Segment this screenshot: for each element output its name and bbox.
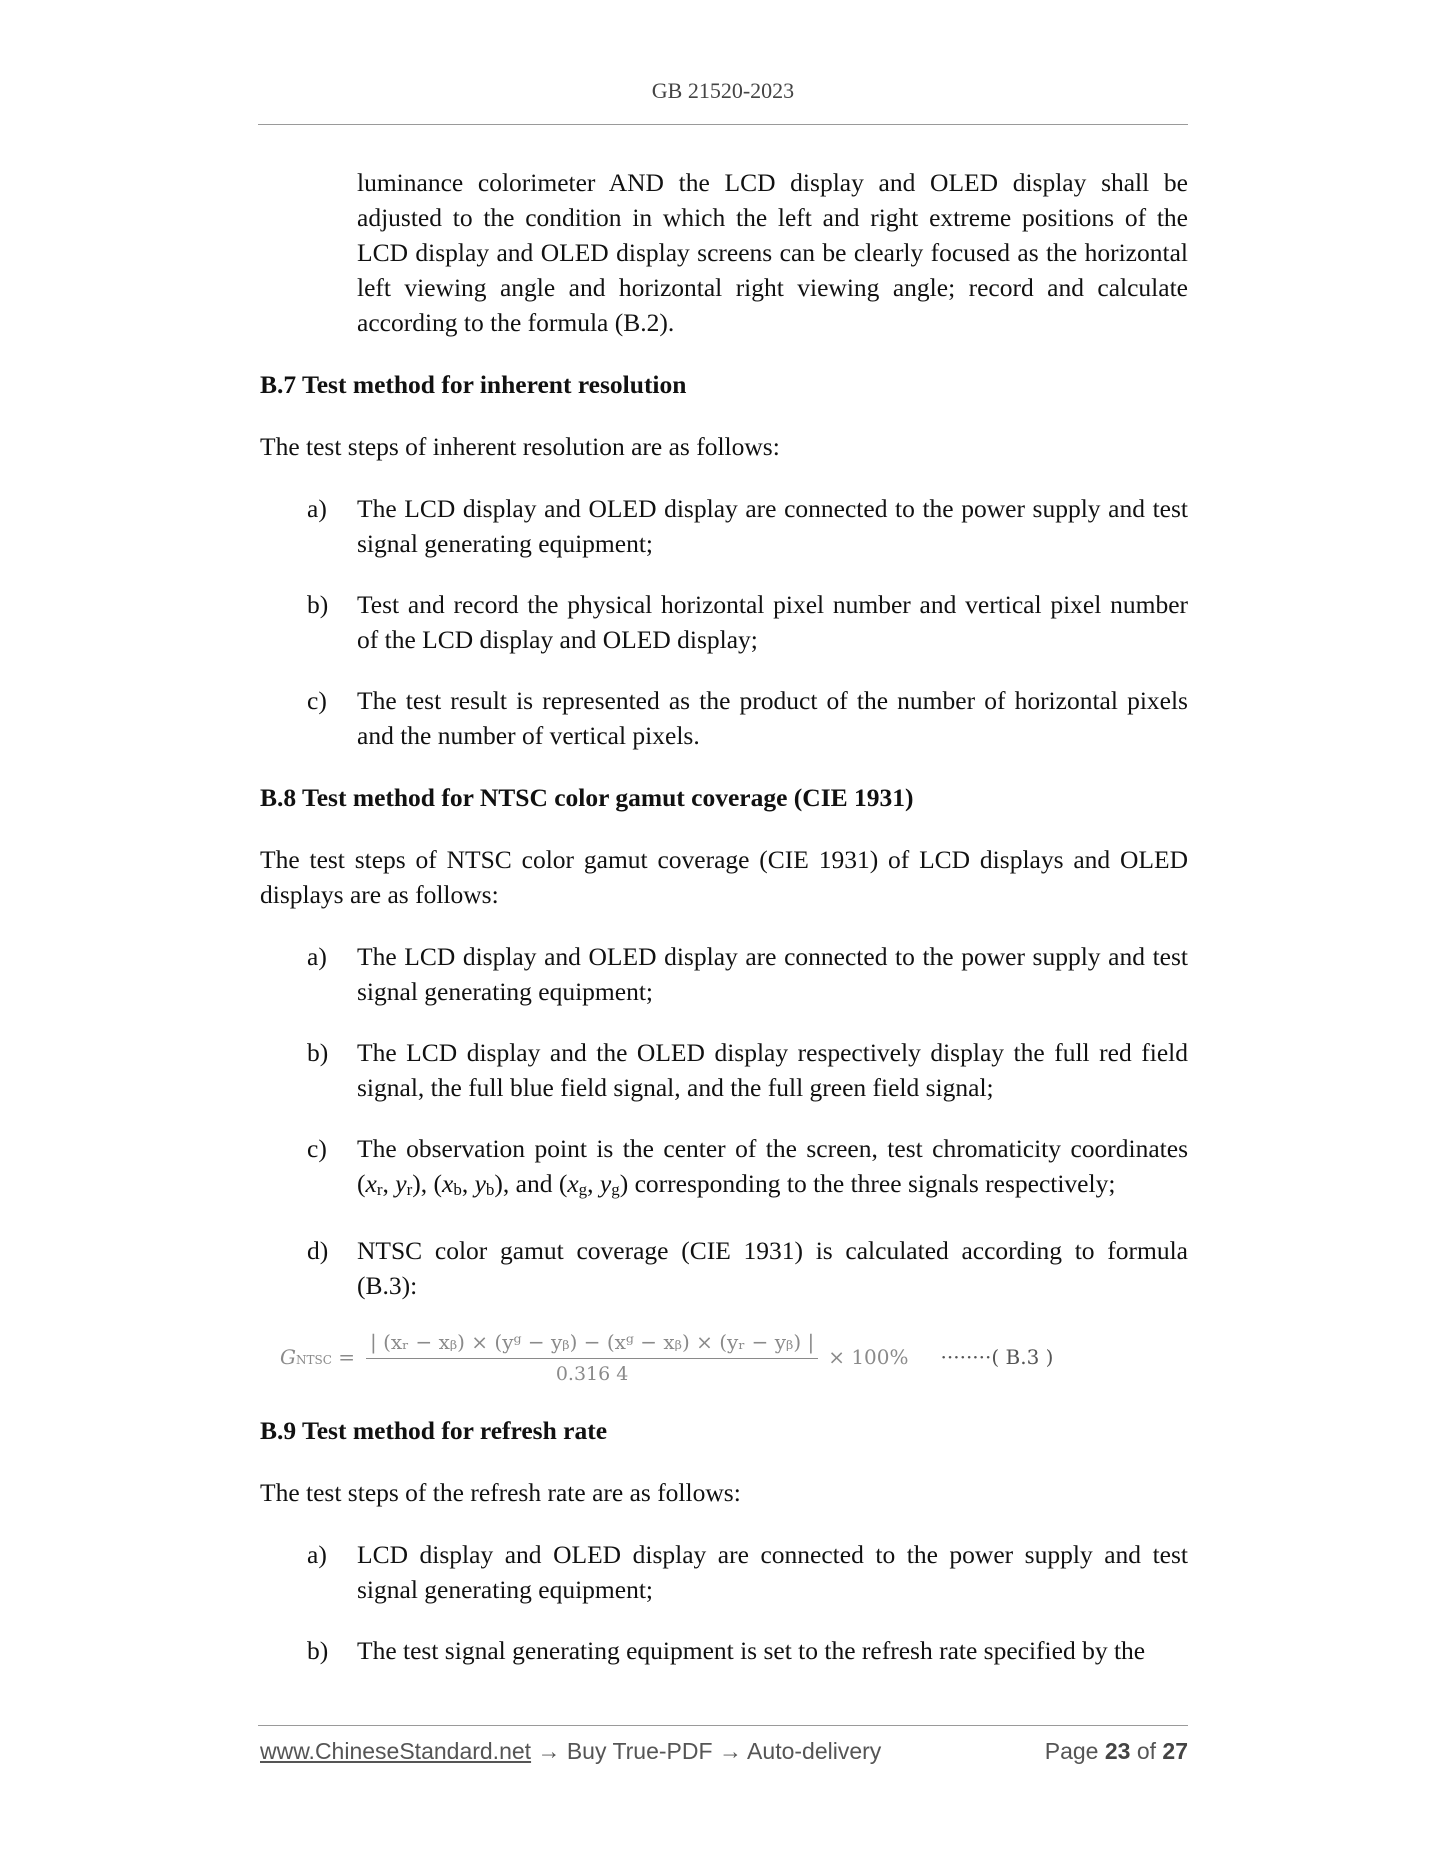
formula-number: ········( B.3 ) xyxy=(940,1345,1054,1369)
list-item xyxy=(307,587,1188,657)
list-item-text: The LCD display and the OLED display respectively display the full red field signal, the full blue field signal, and the full green field signal; xyxy=(357,1038,1188,1102)
of-word: of xyxy=(1136,1738,1157,1764)
list-item-text: Test and record the physical horizontal pixel number and vertical pixel number of the LCD display and OLED display; xyxy=(357,590,1188,654)
list-item xyxy=(307,1633,1188,1668)
buy-text: → Buy True-PDF → Auto-delivery xyxy=(537,1738,882,1764)
list-marker: b) xyxy=(307,1636,329,1665)
page-header: GB 21520-2023 xyxy=(651,78,795,103)
formula-lhs: GNTSC = xyxy=(280,1345,356,1369)
list-marker: a) xyxy=(307,494,327,523)
list-item-text: LCD display and OLED display are connected to the power supply and test signal generating equipment; xyxy=(357,1540,1188,1604)
list-marker: c) xyxy=(307,686,327,715)
list-item-text: The observation point is the center of the screen, test chromaticity coordinates (xr, yr), (xb, yb), and (xg, yg) corresponding to the three signals respectively; xyxy=(357,1134,1188,1199)
page-word: Page xyxy=(1044,1738,1099,1764)
section-lead-b8: The test steps of NTSC color gamut coverage (CIE 1931) of LCD displays and OLED displays are as follows: xyxy=(260,845,1188,909)
page-footer xyxy=(260,1738,1188,1765)
list-item xyxy=(307,1233,1188,1303)
list-marker: b) xyxy=(307,590,329,619)
formula-fraction xyxy=(366,1330,818,1385)
formula-b3 xyxy=(260,1321,1188,1393)
list-item-text: The test result is represented as the product of the number of horizontal pixels and the number of vertical pixels. xyxy=(357,686,1188,750)
page-indicator xyxy=(1045,1738,1188,1765)
list-marker: d) xyxy=(307,1236,329,1265)
list-marker: b) xyxy=(307,1038,329,1067)
section-heading-b7: B.7 Test method for inherent resolution xyxy=(260,370,687,399)
list-item xyxy=(307,1035,1188,1105)
list-marker: a) xyxy=(307,942,327,971)
list-item xyxy=(307,939,1188,1009)
list-item-text-part: corresponding to the three signals respectively; xyxy=(634,1169,1116,1198)
list-item xyxy=(307,683,1188,753)
intro-paragraph: luminance colorimeter AND the LCD display and OLED display shall be adjusted to the condition in which the left and right extreme positions of the LCD display and OLED display screens can be clearly focused as the horizontal left viewing angle and horizontal right viewing angle; record and calculate according to the formula (B.2). xyxy=(357,168,1188,337)
header-rule xyxy=(258,124,1188,125)
formula-multiplier: × 100% xyxy=(828,1345,909,1369)
formula-denominator: 0.316 4 xyxy=(555,1362,629,1385)
section-heading-b8: B.8 Test method for NTSC color gamut coverage (CIE 1931) xyxy=(260,783,914,812)
list-marker: a) xyxy=(307,1540,327,1569)
section-lead-b7: The test steps of inherent resolution are as follows: xyxy=(260,432,780,461)
list-item xyxy=(307,1131,1188,1207)
list-item-text: The LCD display and OLED display are connected to the power supply and test signal generating equipment; xyxy=(357,942,1188,1006)
page-total: 27 xyxy=(1162,1738,1188,1764)
list-item xyxy=(307,491,1188,561)
section-heading-b9: B.9 Test method for refresh rate xyxy=(260,1416,608,1445)
list-item-text: The LCD display and OLED display are connected to the power supply and test signal generating equipment; xyxy=(357,494,1188,558)
list-item-text: NTSC color gamut coverage (CIE 1931) is calculated according to formula (B.3): xyxy=(357,1236,1188,1300)
list-item xyxy=(307,1537,1188,1607)
footer-rule xyxy=(258,1725,1188,1726)
formula-numerator: | (xᵣ − xᵦ) × (yᵍ − yᵦ) − (xᵍ − xᵦ) × (yᵣ − yᵦ) | xyxy=(366,1330,818,1359)
section-lead-b9: The test steps of the refresh rate are as follows: xyxy=(260,1478,741,1507)
site-link[interactable]: www.ChineseStandard.net xyxy=(260,1738,532,1764)
list-item-text-part: The observation point is the center of the screen, test chromaticity coordinates xyxy=(357,1134,1188,1163)
list-item-text: The test signal generating equipment is set to the refresh rate specified by the xyxy=(357,1636,1146,1665)
list-marker: c) xyxy=(307,1134,327,1163)
footer-left xyxy=(260,1738,881,1765)
document-body xyxy=(260,165,1188,1668)
page-current: 23 xyxy=(1104,1738,1131,1764)
